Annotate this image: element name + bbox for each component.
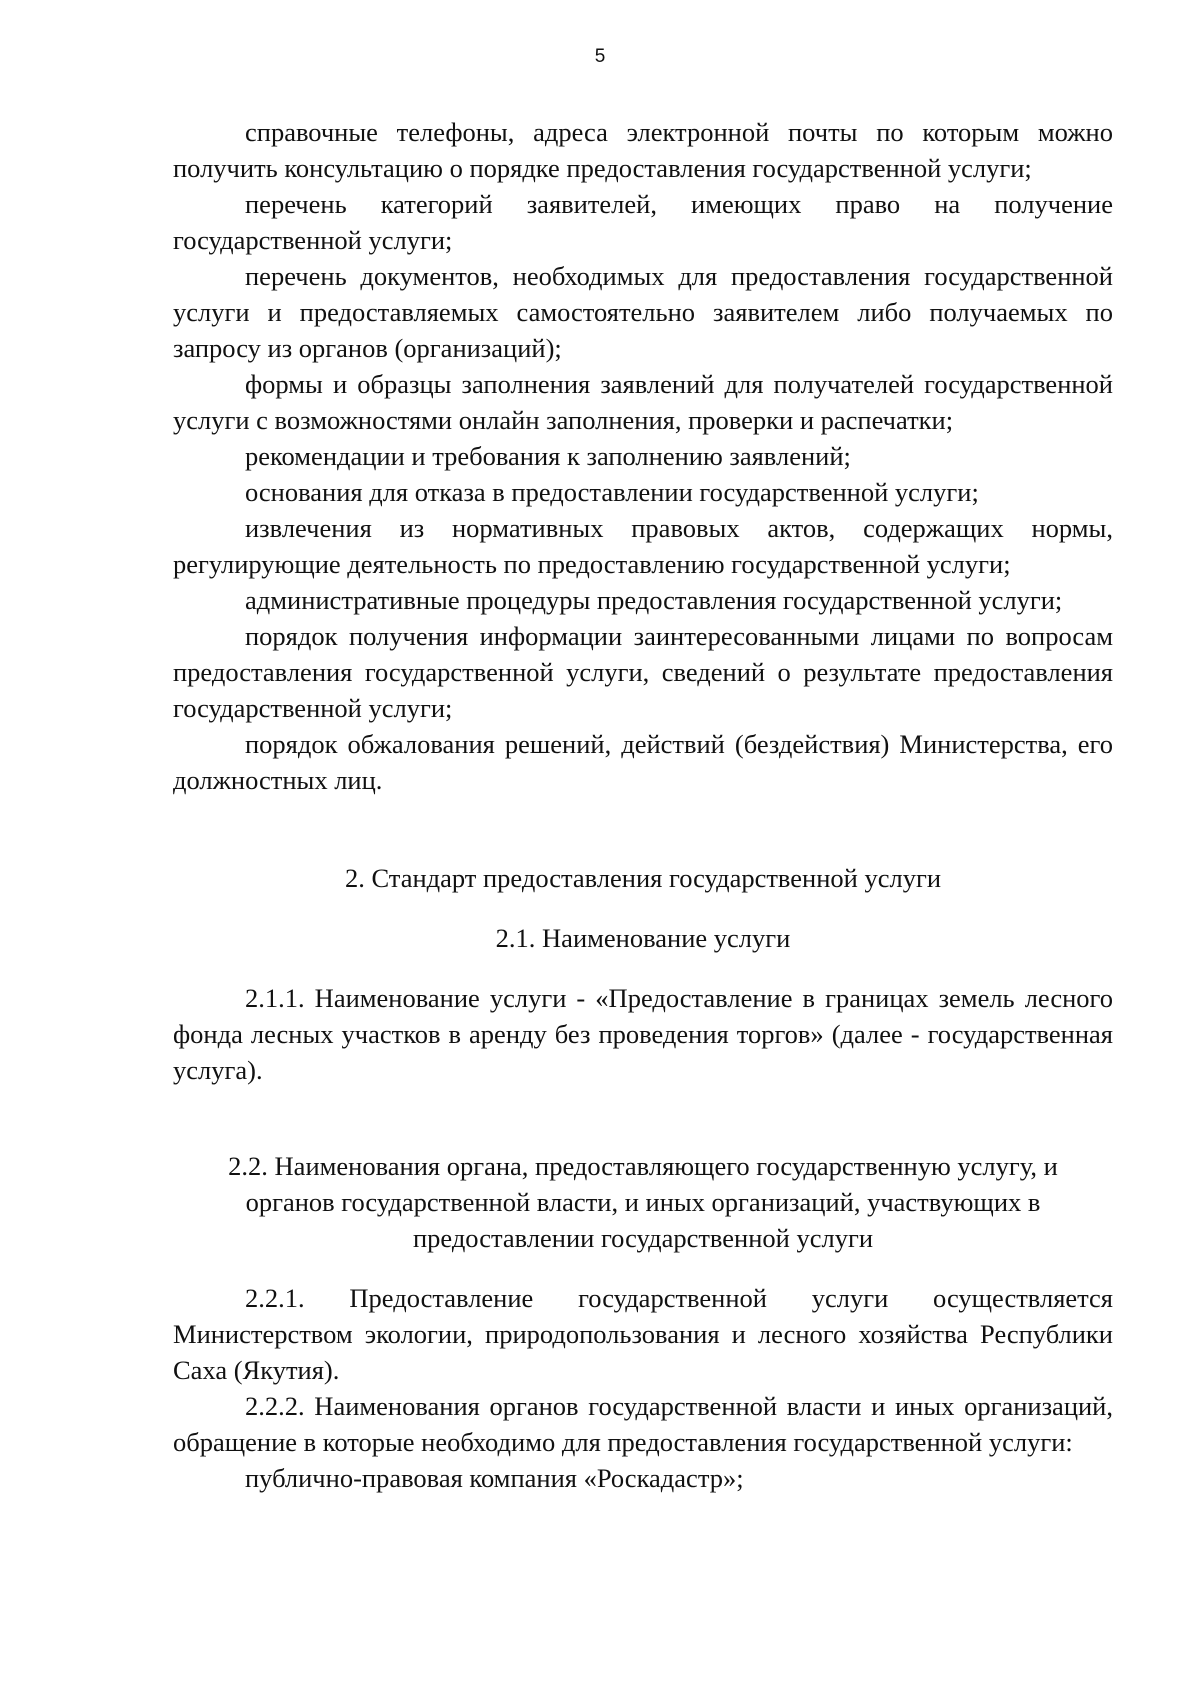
page-number: 5 — [594, 46, 606, 67]
info-item: перечень документов, необходимых для предоставления государственной услуги и предоставляемых самостоятельно заявителем либо получаемых по запросу из органов (организаций); — [173, 261, 1113, 363]
paragraph-2-2-2: 2.2.2. Наименования органов государственной власти и иных организаций, обращение в которые необходимо для предоставления государственной услуги: — [173, 1391, 1113, 1457]
info-item: административные процедуры предоставления государственной услуги; — [245, 585, 1063, 615]
paragraph-2-1-1: 2.1.1. Наименование услуги - «Предоставление в границах земель лесного фонда лесных участков в аренду без проведения торгов» (далее - государственная услуга). — [173, 983, 1113, 1085]
subsection-heading-2-1: 2.1. Наименование услуги — [495, 923, 791, 953]
info-item: рекомендации и требования к заполнению заявлений; — [245, 441, 851, 471]
info-item: основания для отказа в предоставлении государственной услуги; — [245, 477, 979, 507]
section-heading-2: 2. Стандарт предоставления государственной услуги — [344, 863, 942, 893]
paragraph-2-2-1: 2.2.1. Предоставление государственной услуги осуществляется Министерством экологии, природопользования и лесного хозяйства Республики Саха (Якутия). — [173, 1283, 1113, 1385]
info-item: порядок обжалования решений, действий (бездействия) Министерства, его должностных лиц. — [173, 729, 1113, 795]
info-item: справочные телефоны, адреса электронной почты по которым можно получить консультацию о порядке предоставления государственной услуги; — [173, 117, 1113, 183]
info-item: порядок получения информации заинтересованными лицами по вопросам предоставления государственной услуги, сведений о результате предоставления государственной услуги; — [173, 621, 1113, 723]
info-item: формы и образцы заполнения заявлений для получателей государственной услуги с возможностями онлайн заполнения, проверки и распечатки; — [173, 369, 1113, 435]
list-item: публично-правовая компания «Роскадастр»; — [245, 1463, 744, 1493]
document-body — [173, 114, 1113, 1496]
info-item: перечень категорий заявителей, имеющих право на получение государственной услуги; — [173, 189, 1113, 255]
subsection-heading-2-2: 2.2. Наименования органа, предоставляющего государственную услугу, и органов государственной власти, и иных организаций, участвующих в предоставлении государственной услуги — [228, 1151, 1058, 1253]
info-item: извлечения из нормативных правовых актов, содержащих нормы, регулирующие деятельность по предоставлению государственной услуги; — [173, 513, 1113, 579]
